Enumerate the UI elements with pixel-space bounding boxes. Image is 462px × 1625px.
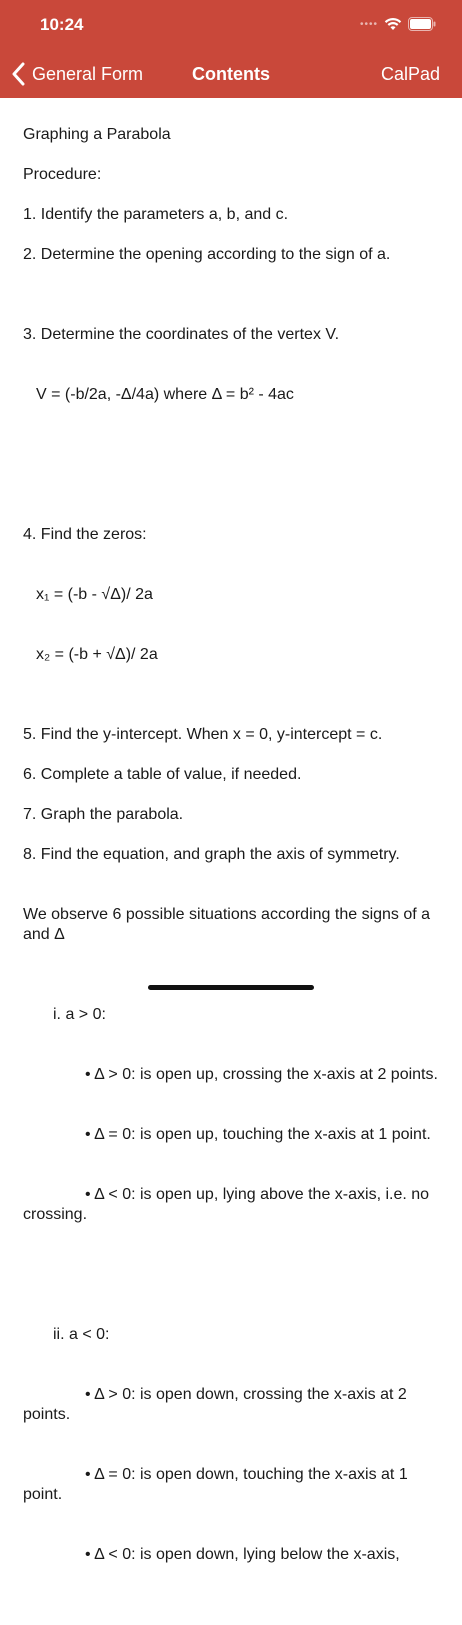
case-a-positive-bullet-2: • Δ = 0: is open up, touching the x-axis at 1 point. xyxy=(85,1126,431,1143)
page-title: Contents xyxy=(192,64,270,84)
case-a-negative xyxy=(23,1285,443,1605)
content-body xyxy=(23,125,443,1625)
step-8: 8. Find the equation, and graph the axis of symmetry. xyxy=(23,846,400,863)
case-a-negative-heading: ii. a < 0: xyxy=(53,1326,110,1343)
observation-text: We observe 6 possible situations according the signs of a and Δ xyxy=(23,906,435,943)
nav-row xyxy=(0,58,462,92)
procedure-heading: Procedure: xyxy=(23,166,102,183)
case-a-positive-heading: i. a > 0: xyxy=(53,1006,106,1023)
step-5: 5. Find the y-intercept. When x = 0, y-intercept = c. xyxy=(23,726,383,743)
status-icons xyxy=(360,14,436,34)
step-6: 6. Complete a table of value, if needed. xyxy=(23,766,302,783)
step-3 xyxy=(23,285,443,445)
back-button-label: General Form xyxy=(32,63,144,84)
home-indicator[interactable] xyxy=(148,985,314,990)
wifi-icon xyxy=(384,17,402,31)
step-7: 7. Graph the parabola. xyxy=(23,806,184,823)
step-4-line2: x₁ = (-b - √Δ)/ 2a xyxy=(36,586,153,603)
step-4-line1: 4. Find the zeros: xyxy=(23,526,147,543)
signal-dots-icon: •••• xyxy=(359,18,378,30)
case-a-positive-bullet-3: • Δ < 0: is open up, lying above the x-axis, i.e. no crossing. xyxy=(23,1186,434,1223)
case-a-negative-bullet-2: • Δ = 0: is open down, touching the x-axis at 1 point. xyxy=(23,1466,413,1503)
step-2: 2. Determine the opening according to the sign of a. xyxy=(23,246,391,263)
navigation-bar xyxy=(0,0,462,98)
step-1: 1. Identify the parameters a, b, and c. xyxy=(23,206,289,223)
case-a-negative-bullet-1: • Δ > 0: is open down, crossing the x-axis at 2 points. xyxy=(23,1386,412,1423)
battery-icon xyxy=(408,17,436,31)
case-a-positive xyxy=(23,965,443,1265)
step-4 xyxy=(23,485,443,705)
case-a-negative-bullet-3: • Δ < 0: is open down, lying below the x-axis, xyxy=(85,1546,400,1563)
step-3-line2: V = (-b/2a, -Δ/4a) where Δ = b² - 4ac xyxy=(36,386,294,403)
content-title: Graphing a Parabola xyxy=(23,126,171,143)
step-4-line3: x₂ = (-b + √Δ)/ 2a xyxy=(36,646,158,663)
status-time: 10:24 xyxy=(40,15,84,34)
calpad-button[interactable]: CalPad xyxy=(380,64,440,84)
case-a-positive-bullet-1: • Δ > 0: is open up, crossing the x-axis at 2 points. xyxy=(85,1066,438,1083)
step-3-line1: 3. Determine the coordinates of the vertex V. xyxy=(23,326,340,343)
